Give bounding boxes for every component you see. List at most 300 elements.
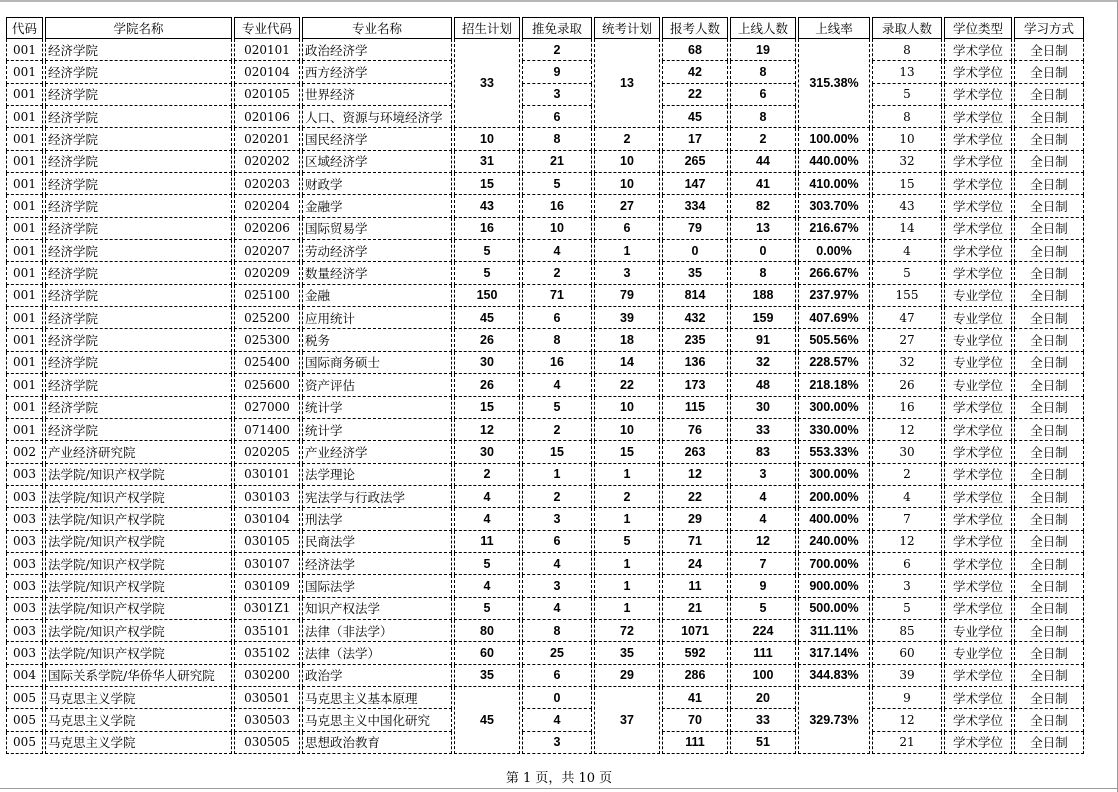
- exam-plan-cell: 72: [594, 620, 660, 642]
- pass-rate-cell: 400.00%: [798, 508, 870, 530]
- admitted-cell: 47: [872, 307, 942, 329]
- pass-rate-cell: 330.00%: [798, 419, 870, 441]
- dept-code-cell: 001: [6, 397, 43, 419]
- pass-rate-cell: 440.00%: [798, 151, 870, 173]
- plan-cell: 16: [454, 218, 520, 240]
- passed-cell: 0: [730, 240, 796, 262]
- admitted-cell: 10: [872, 128, 942, 150]
- major-code-cell: 025100: [234, 285, 300, 307]
- study-mode-cell: 全日制: [1014, 464, 1084, 486]
- degree-type-cell: 学术学位: [944, 240, 1012, 262]
- degree-type-cell: 专业学位: [944, 307, 1012, 329]
- pass-rate-cell: 311.11%: [798, 620, 870, 642]
- major-name-cell: 统计学: [302, 419, 452, 441]
- plan-cell: 45: [454, 307, 520, 329]
- passed-cell: 19: [730, 39, 796, 61]
- passed-cell: 32: [730, 352, 796, 374]
- plan-cell: 11: [454, 531, 520, 553]
- degree-type-cell: 学术学位: [944, 732, 1012, 754]
- passed-cell: 51: [730, 732, 796, 754]
- degree-type-cell: 学术学位: [944, 195, 1012, 217]
- admitted-cell: 8: [872, 39, 942, 61]
- degree-type-cell: 学术学位: [944, 531, 1012, 553]
- passed-cell: 159: [730, 307, 796, 329]
- plan-cell: 15: [454, 173, 520, 195]
- column-header: 报考人数: [662, 17, 728, 39]
- admitted-cell: 85: [872, 620, 942, 642]
- dept-name-cell: 经济学院: [45, 374, 232, 396]
- passed-cell: 83: [730, 441, 796, 463]
- major-name-cell: 宪法学与行政法学: [302, 486, 452, 508]
- passed-cell: 188: [730, 285, 796, 307]
- study-mode-cell: 全日制: [1014, 419, 1084, 441]
- major-code-cell: 025300: [234, 329, 300, 351]
- exam-plan-cell: 2: [594, 128, 660, 150]
- major-name-cell: 国际商务硕士: [302, 352, 452, 374]
- dept-name-cell: 马克思主义学院: [45, 732, 232, 754]
- applicants-cell: 71: [662, 531, 728, 553]
- dept-code-cell: 001: [6, 195, 43, 217]
- recommended-cell: 25: [522, 642, 592, 664]
- degree-type-cell: 学术学位: [944, 598, 1012, 620]
- column-header: 上线人数: [730, 17, 796, 39]
- recommended-cell: 9: [522, 61, 592, 83]
- admitted-cell: 9: [872, 687, 942, 709]
- dept-name-cell: 产业经济研究院: [45, 441, 232, 463]
- passed-cell: 82: [730, 195, 796, 217]
- major-code-cell: 020207: [234, 240, 300, 262]
- passed-cell: 30: [730, 397, 796, 419]
- major-name-cell: 马克思主义基本原理: [302, 687, 452, 709]
- major-code-cell: 030107: [234, 553, 300, 575]
- table-row: [6, 441, 1084, 463]
- applicants-cell: 147: [662, 173, 728, 195]
- dept-code-cell: 001: [6, 173, 43, 195]
- enrollment-table-wrap: [4, 17, 1086, 754]
- dept-name-cell: 经济学院: [45, 218, 232, 240]
- degree-type-cell: 专业学位: [944, 620, 1012, 642]
- study-mode-cell: 全日制: [1014, 598, 1084, 620]
- dept-code-cell: 001: [6, 329, 43, 351]
- plan-cell: 80: [454, 620, 520, 642]
- dept-name-cell: 经济学院: [45, 307, 232, 329]
- dept-code-cell: 001: [6, 218, 43, 240]
- degree-type-cell: 学术学位: [944, 151, 1012, 173]
- applicants-cell: 12: [662, 464, 728, 486]
- pass-rate-cell: 240.00%: [798, 531, 870, 553]
- pass-rate-cell: 218.18%: [798, 374, 870, 396]
- admitted-cell: 12: [872, 419, 942, 441]
- pass-rate-cell: 407.69%: [798, 307, 870, 329]
- applicants-cell: 45: [662, 106, 728, 128]
- recommended-cell: 5: [522, 173, 592, 195]
- column-header: 统考计划: [594, 17, 660, 39]
- dept-code-cell: 001: [6, 307, 43, 329]
- dept-name-cell: 马克思主义学院: [45, 709, 232, 731]
- admitted-cell: 60: [872, 642, 942, 664]
- dept-name-cell: 法学院/知识产权学院: [45, 598, 232, 620]
- dept-name-cell: 经济学院: [45, 195, 232, 217]
- degree-type-cell: 学术学位: [944, 173, 1012, 195]
- plan-cell: 5: [454, 598, 520, 620]
- dept-code-cell: 003: [6, 553, 43, 575]
- major-name-cell: 法律（非法学）: [302, 620, 452, 642]
- table-row: [6, 352, 1084, 374]
- exam-plan-cell: 5: [594, 531, 660, 553]
- exam-plan-cell: 18: [594, 329, 660, 351]
- study-mode-cell: 全日制: [1014, 285, 1084, 307]
- enrollment-table: [4, 17, 1086, 754]
- study-mode-cell: 全日制: [1014, 620, 1084, 642]
- study-mode-cell: 全日制: [1014, 553, 1084, 575]
- pass-rate-cell: 200.00%: [798, 486, 870, 508]
- exam-plan-cell: 37: [594, 687, 660, 754]
- applicants-cell: 1071: [662, 620, 728, 642]
- dept-code-cell: 003: [6, 531, 43, 553]
- applicants-cell: 592: [662, 642, 728, 664]
- dept-name-cell: 法学院/知识产权学院: [45, 642, 232, 664]
- table-row: [6, 508, 1084, 530]
- dept-name-cell: 经济学院: [45, 262, 232, 284]
- table-row: [6, 642, 1084, 664]
- dept-code-cell: 005: [6, 687, 43, 709]
- degree-type-cell: 学术学位: [944, 665, 1012, 687]
- major-name-cell: 世界经济: [302, 84, 452, 106]
- major-name-cell: 马克思主义中国化研究: [302, 709, 452, 731]
- table-row: [6, 687, 1084, 709]
- admitted-cell: 32: [872, 151, 942, 173]
- exam-plan-cell: 1: [594, 464, 660, 486]
- dept-code-cell: 001: [6, 61, 43, 83]
- column-header: 学位类型: [944, 17, 1012, 39]
- table-row: [6, 397, 1084, 419]
- exam-plan-cell: 6: [594, 218, 660, 240]
- applicants-cell: 70: [662, 709, 728, 731]
- plan-cell: 4: [454, 575, 520, 597]
- exam-plan-cell: 10: [594, 419, 660, 441]
- study-mode-cell: 全日制: [1014, 352, 1084, 374]
- major-name-cell: 应用统计: [302, 307, 452, 329]
- recommended-cell: 4: [522, 709, 592, 731]
- recommended-cell: 8: [522, 128, 592, 150]
- degree-type-cell: 专业学位: [944, 374, 1012, 396]
- major-name-cell: 人口、资源与环境经济学: [302, 106, 452, 128]
- study-mode-cell: 全日制: [1014, 128, 1084, 150]
- plan-cell: 4: [454, 486, 520, 508]
- degree-type-cell: 学术学位: [944, 709, 1012, 731]
- plan-cell: 4: [454, 508, 520, 530]
- admitted-cell: 14: [872, 218, 942, 240]
- column-header: 专业名称: [302, 17, 452, 39]
- dept-code-cell: 001: [6, 285, 43, 307]
- dept-code-cell: 001: [6, 352, 43, 374]
- admitted-cell: 5: [872, 598, 942, 620]
- admitted-cell: 3: [872, 575, 942, 597]
- dept-name-cell: 法学院/知识产权学院: [45, 553, 232, 575]
- degree-type-cell: 学术学位: [944, 128, 1012, 150]
- major-name-cell: 数量经济学: [302, 262, 452, 284]
- admitted-cell: 4: [872, 240, 942, 262]
- study-mode-cell: 全日制: [1014, 508, 1084, 530]
- plan-cell: 35: [454, 665, 520, 687]
- study-mode-cell: 全日制: [1014, 39, 1084, 61]
- exam-plan-cell: 27: [594, 195, 660, 217]
- passed-cell: 111: [730, 642, 796, 664]
- table-row: [6, 39, 1084, 61]
- admitted-cell: 16: [872, 397, 942, 419]
- exam-plan-cell: 1: [594, 553, 660, 575]
- recommended-cell: 6: [522, 307, 592, 329]
- major-name-cell: 国民经济学: [302, 128, 452, 150]
- dept-name-cell: 经济学院: [45, 84, 232, 106]
- table-row: [6, 128, 1084, 150]
- applicants-cell: 263: [662, 441, 728, 463]
- pass-rate-cell: 237.97%: [798, 285, 870, 307]
- dept-code-cell: 005: [6, 732, 43, 754]
- table-row: [6, 218, 1084, 240]
- pass-rate-cell: 266.67%: [798, 262, 870, 284]
- pass-rate-cell: 344.83%: [798, 665, 870, 687]
- applicants-cell: 35: [662, 262, 728, 284]
- recommended-cell: 10: [522, 218, 592, 240]
- applicants-cell: 11: [662, 575, 728, 597]
- passed-cell: 5: [730, 598, 796, 620]
- exam-plan-cell: 10: [594, 397, 660, 419]
- dept-name-cell: 经济学院: [45, 61, 232, 83]
- pass-rate-cell: 315.38%: [798, 39, 870, 128]
- study-mode-cell: 全日制: [1014, 441, 1084, 463]
- major-name-cell: 知识产权法学: [302, 598, 452, 620]
- dept-name-cell: 法学院/知识产权学院: [45, 508, 232, 530]
- study-mode-cell: 全日制: [1014, 329, 1084, 351]
- pass-rate-cell: 410.00%: [798, 173, 870, 195]
- major-name-cell: 政治学: [302, 665, 452, 687]
- major-code-cell: 020201: [234, 128, 300, 150]
- exam-plan-cell: 15: [594, 441, 660, 463]
- applicants-cell: 432: [662, 307, 728, 329]
- admitted-cell: 5: [872, 262, 942, 284]
- degree-type-cell: 专业学位: [944, 329, 1012, 351]
- applicants-cell: 334: [662, 195, 728, 217]
- dept-name-cell: 经济学院: [45, 397, 232, 419]
- table-row: [6, 84, 1084, 106]
- passed-cell: 8: [730, 61, 796, 83]
- recommended-cell: 1: [522, 464, 592, 486]
- dept-name-cell: 经济学院: [45, 173, 232, 195]
- applicants-cell: 42: [662, 61, 728, 83]
- admitted-cell: 21: [872, 732, 942, 754]
- recommended-cell: 4: [522, 240, 592, 262]
- recommended-cell: 6: [522, 531, 592, 553]
- recommended-cell: 71: [522, 285, 592, 307]
- study-mode-cell: 全日制: [1014, 106, 1084, 128]
- passed-cell: 3: [730, 464, 796, 486]
- study-mode-cell: 全日制: [1014, 687, 1084, 709]
- dept-code-cell: 003: [6, 642, 43, 664]
- passed-cell: 8: [730, 106, 796, 128]
- passed-cell: 100: [730, 665, 796, 687]
- dept-name-cell: 法学院/知识产权学院: [45, 464, 232, 486]
- recommended-cell: 3: [522, 575, 592, 597]
- pass-rate-cell: 216.67%: [798, 218, 870, 240]
- dept-code-cell: 003: [6, 486, 43, 508]
- study-mode-cell: 全日制: [1014, 195, 1084, 217]
- study-mode-cell: 全日制: [1014, 732, 1084, 754]
- major-code-cell: 020203: [234, 173, 300, 195]
- plan-cell: 26: [454, 329, 520, 351]
- dept-name-cell: 经济学院: [45, 106, 232, 128]
- table-row: [6, 240, 1084, 262]
- applicants-cell: 286: [662, 665, 728, 687]
- major-name-cell: 劳动经济学: [302, 240, 452, 262]
- admitted-cell: 7: [872, 508, 942, 530]
- recommended-cell: 6: [522, 106, 592, 128]
- passed-cell: 33: [730, 419, 796, 441]
- passed-cell: 33: [730, 709, 796, 731]
- table-row: [6, 531, 1084, 553]
- plan-cell: 26: [454, 374, 520, 396]
- table-row: [6, 575, 1084, 597]
- recommended-cell: 2: [522, 262, 592, 284]
- pass-rate-cell: 0.00%: [798, 240, 870, 262]
- table-row: [6, 665, 1084, 687]
- admitted-cell: 6: [872, 553, 942, 575]
- major-code-cell: 030501: [234, 687, 300, 709]
- pass-rate-cell: 900.00%: [798, 575, 870, 597]
- plan-cell: 31: [454, 151, 520, 173]
- major-code-cell: 020205: [234, 441, 300, 463]
- recommended-cell: 2: [522, 486, 592, 508]
- major-name-cell: 国际法学: [302, 575, 452, 597]
- column-header: 学习方式: [1014, 17, 1084, 39]
- dept-name-cell: 经济学院: [45, 128, 232, 150]
- exam-plan-cell: 1: [594, 598, 660, 620]
- table-row: [6, 173, 1084, 195]
- major-code-cell: 020204: [234, 195, 300, 217]
- dept-code-cell: 003: [6, 575, 43, 597]
- major-code-cell: 025400: [234, 352, 300, 374]
- study-mode-cell: 全日制: [1014, 240, 1084, 262]
- recommended-cell: 16: [522, 352, 592, 374]
- recommended-cell: 2: [522, 39, 592, 61]
- dept-code-cell: 003: [6, 620, 43, 642]
- dept-code-cell: 001: [6, 240, 43, 262]
- exam-plan-cell: 3: [594, 262, 660, 284]
- major-name-cell: 金融学: [302, 195, 452, 217]
- degree-type-cell: 学术学位: [944, 419, 1012, 441]
- major-name-cell: 西方经济学: [302, 61, 452, 83]
- exam-plan-cell: 39: [594, 307, 660, 329]
- degree-type-cell: 学术学位: [944, 218, 1012, 240]
- study-mode-cell: 全日制: [1014, 665, 1084, 687]
- passed-cell: 12: [730, 531, 796, 553]
- table-row: [6, 419, 1084, 441]
- dept-code-cell: 003: [6, 464, 43, 486]
- degree-type-cell: 学术学位: [944, 575, 1012, 597]
- applicants-cell: 173: [662, 374, 728, 396]
- exam-plan-cell: 10: [594, 151, 660, 173]
- study-mode-cell: 全日制: [1014, 218, 1084, 240]
- table-row: [6, 61, 1084, 83]
- major-code-cell: 0301Z1: [234, 598, 300, 620]
- passed-cell: 4: [730, 486, 796, 508]
- exam-plan-cell: 79: [594, 285, 660, 307]
- admitted-cell: 8: [872, 106, 942, 128]
- major-code-cell: 030103: [234, 486, 300, 508]
- degree-type-cell: 学术学位: [944, 39, 1012, 61]
- major-code-cell: 027000: [234, 397, 300, 419]
- column-header: 录取人数: [872, 17, 942, 39]
- exam-plan-cell: 2: [594, 486, 660, 508]
- major-code-cell: 071400: [234, 419, 300, 441]
- major-code-cell: 030101: [234, 464, 300, 486]
- recommended-cell: 3: [522, 84, 592, 106]
- table-body: [6, 39, 1084, 754]
- major-name-cell: 国际贸易学: [302, 218, 452, 240]
- study-mode-cell: 全日制: [1014, 307, 1084, 329]
- pass-rate-cell: 228.57%: [798, 352, 870, 374]
- study-mode-cell: 全日制: [1014, 151, 1084, 173]
- dept-code-cell: 001: [6, 262, 43, 284]
- column-header: 代码: [6, 17, 43, 39]
- applicants-cell: 24: [662, 553, 728, 575]
- applicants-cell: 76: [662, 419, 728, 441]
- plan-cell: 5: [454, 553, 520, 575]
- dept-name-cell: 经济学院: [45, 151, 232, 173]
- study-mode-cell: 全日制: [1014, 61, 1084, 83]
- table-row: [6, 262, 1084, 284]
- major-code-cell: 025600: [234, 374, 300, 396]
- plan-cell: 30: [454, 352, 520, 374]
- major-code-cell: 020209: [234, 262, 300, 284]
- table-row: [6, 307, 1084, 329]
- degree-type-cell: 专业学位: [944, 285, 1012, 307]
- table-row: [6, 553, 1084, 575]
- passed-cell: 44: [730, 151, 796, 173]
- major-name-cell: 税务: [302, 329, 452, 351]
- table-row: [6, 195, 1084, 217]
- table-row: [6, 620, 1084, 642]
- major-code-cell: 035102: [234, 642, 300, 664]
- major-name-cell: 区域经济学: [302, 151, 452, 173]
- dept-code-cell: 003: [6, 598, 43, 620]
- degree-type-cell: 学术学位: [944, 441, 1012, 463]
- table-row: [6, 106, 1084, 128]
- column-header: 专业代码: [234, 17, 300, 39]
- pass-rate-cell: 500.00%: [798, 598, 870, 620]
- admitted-cell: 43: [872, 195, 942, 217]
- pass-rate-cell: 317.14%: [798, 642, 870, 664]
- exam-plan-cell: 14: [594, 352, 660, 374]
- major-code-cell: 020202: [234, 151, 300, 173]
- dept-name-cell: 法学院/知识产权学院: [45, 620, 232, 642]
- pass-rate-cell: 100.00%: [798, 128, 870, 150]
- major-code-cell: 025200: [234, 307, 300, 329]
- degree-type-cell: 学术学位: [944, 508, 1012, 530]
- table-row: [6, 285, 1084, 307]
- pass-rate-cell: 700.00%: [798, 553, 870, 575]
- degree-type-cell: 学术学位: [944, 486, 1012, 508]
- dept-name-cell: 经济学院: [45, 352, 232, 374]
- passed-cell: 41: [730, 173, 796, 195]
- column-header: 上线率: [798, 17, 870, 39]
- exam-plan-cell: 1: [594, 575, 660, 597]
- applicants-cell: 22: [662, 84, 728, 106]
- dept-name-cell: 经济学院: [45, 285, 232, 307]
- plan-cell: 5: [454, 240, 520, 262]
- dept-code-cell: 005: [6, 709, 43, 731]
- applicants-cell: 235: [662, 329, 728, 351]
